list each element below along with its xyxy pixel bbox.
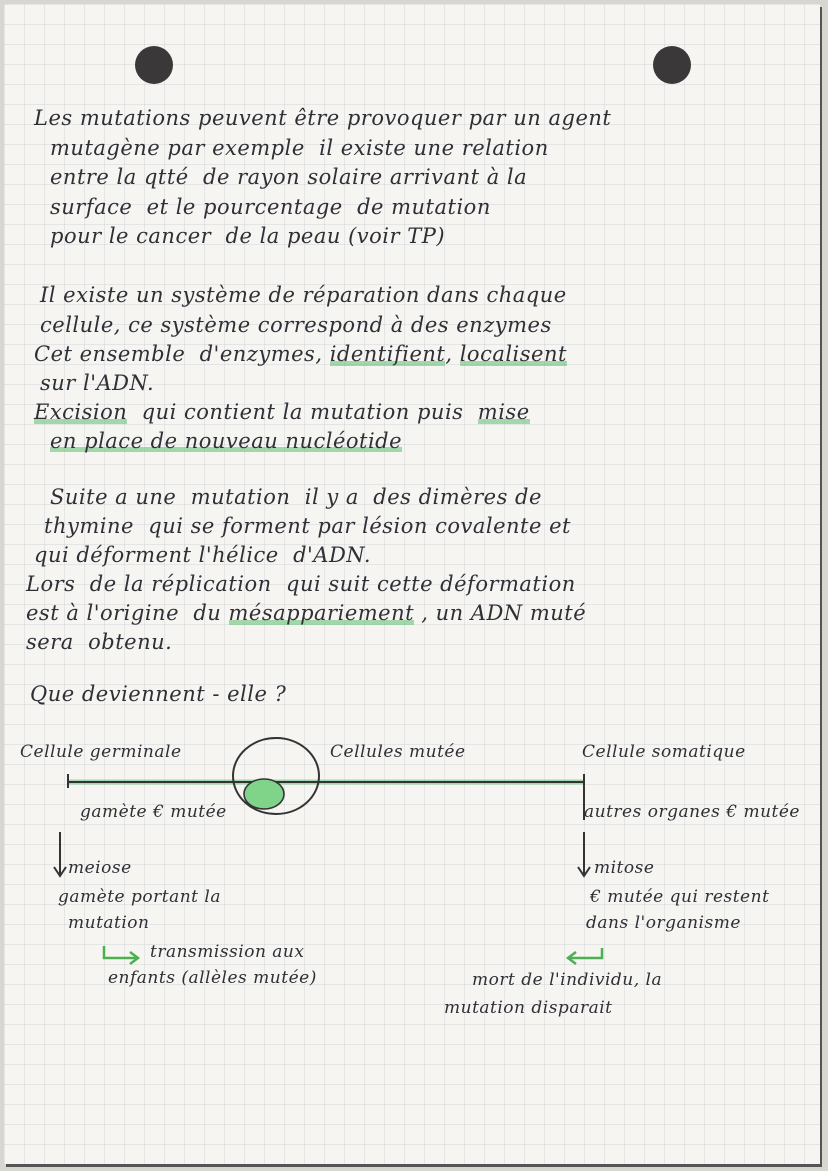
- text-line: [34, 402, 530, 423]
- label-mutation-disappears: mutation disparait: [444, 998, 613, 1018]
- label-gamete-carrying: gamète portant la: [58, 887, 221, 907]
- text-line: Il existe un système de réparation dans chaque: [40, 283, 567, 307]
- text-line: thymine qui se forment par lésion covalente et: [44, 514, 571, 538]
- text-segment: est à l'origine du: [26, 601, 229, 625]
- text-line: [34, 344, 567, 365]
- text-segment: , un ADN muté: [414, 601, 587, 625]
- highlight-nucleotide-line: en place de nouveau nucléotide: [50, 429, 403, 453]
- text-line: [26, 603, 586, 624]
- text-line: entre la qtté de rayon solaire arrivant à la: [50, 165, 528, 189]
- label-transmission: transmission aux: [150, 942, 305, 962]
- label-mutation: mutation: [68, 913, 150, 933]
- text-line: sur l'ADN.: [40, 371, 155, 395]
- text-line: Lors de la réplication qui suit cette déformation: [26, 572, 576, 596]
- text-line: mutagène par exemple il existe une relation: [50, 136, 549, 160]
- label-germinal-cell: Cellule germinale: [20, 742, 182, 762]
- cell-nucleus: [244, 779, 284, 809]
- label-mutated-remain: € mutée qui restent: [590, 887, 770, 907]
- highlight-identifient: identifient: [329, 342, 446, 366]
- label-in-organism: dans l'organisme: [586, 913, 741, 933]
- text-line: Les mutations peuvent être provoquer par un agent: [34, 106, 612, 130]
- highlight-mesappariement: mésappariement: [228, 601, 415, 625]
- notebook-page: [4, 4, 820, 1164]
- text-line: surface et le pourcentage de mutation: [50, 195, 491, 219]
- label-gamete-mutated: gamète € mutée: [80, 802, 227, 822]
- text-segment: Cet ensemble d'enzymes,: [34, 342, 330, 366]
- question-heading: Que deviennent - elle ?: [30, 682, 287, 706]
- label-mitosis: mitose: [594, 858, 655, 878]
- punch-hole-left: [135, 46, 173, 84]
- label-mutated-cells: Cellules mutée: [330, 742, 466, 762]
- text-line: cellule, ce système correspond à des enzymes: [40, 313, 552, 337]
- highlight-excision: Excision: [34, 400, 128, 424]
- label-other-organs: autres organes € mutée: [584, 802, 800, 822]
- text-line: qui déforment l'hélice d'ADN.: [34, 543, 372, 567]
- text-segment: qui contient la mutation puis: [127, 400, 478, 424]
- label-meiosis: meiose: [68, 858, 132, 878]
- label-individual-death: mort de l'individu, la: [472, 970, 663, 990]
- label-children-alleles: enfants (allèles mutée): [108, 968, 317, 988]
- text-line: Suite a une mutation il y a des dimères de: [50, 485, 542, 509]
- highlight-mise: mise: [477, 400, 530, 424]
- text-line: pour le cancer de la peau (voir TP): [50, 224, 446, 248]
- highlight-localisent: localisent: [459, 342, 567, 366]
- text-line: sera obtenu.: [26, 630, 173, 654]
- text-segment: ,: [445, 342, 460, 366]
- label-somatic-cell: Cellule somatique: [582, 742, 746, 762]
- punch-hole-right: [653, 46, 691, 84]
